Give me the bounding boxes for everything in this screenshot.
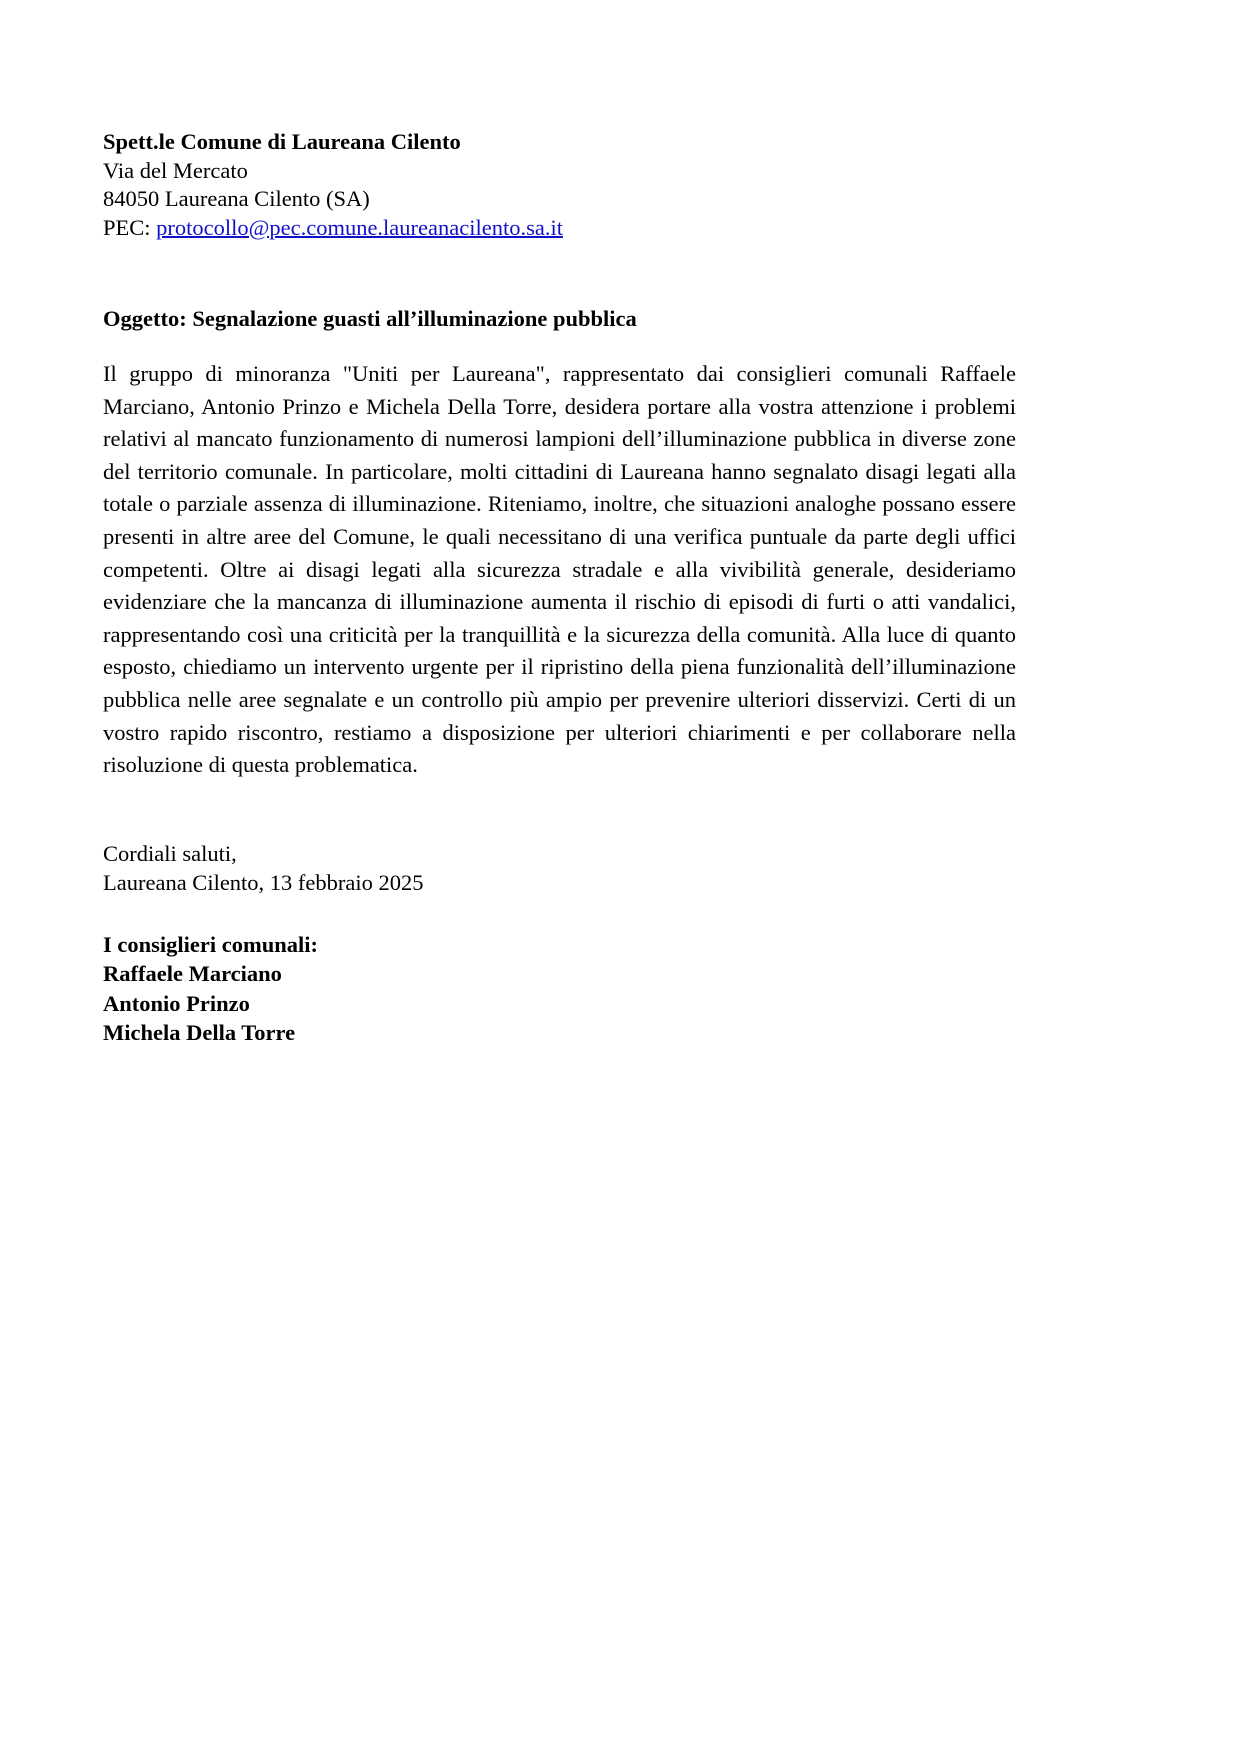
closing-block [103, 839, 1016, 897]
pec-label: PEC: [103, 214, 151, 240]
recipient-pec-line [103, 214, 1016, 243]
signature-name: Michela Della Torre [103, 1020, 296, 1046]
signature-name: Raffaele Marciano [103, 961, 282, 987]
pec-email-link[interactable]: protocollo@pec.comune.laureanacilento.sa.it [156, 214, 563, 240]
signature-name: Antonio Prinzo [103, 990, 250, 1016]
signature-heading: I consiglieri comunali: [103, 931, 318, 957]
subject-line: Oggetto: Segnalazione guasti all’illuminazione pubblica [103, 306, 637, 331]
document-content [103, 128, 1016, 1048]
closing-place-date: Laureana Cilento, 13 febbraio 2025 [103, 869, 424, 895]
recipient-city-line: 84050 Laureana Cilento (SA) [103, 186, 370, 211]
recipient-address-block [103, 128, 1016, 242]
recipient-organization: Spett.le Comune di Laureana Cilento [103, 129, 461, 154]
recipient-street: Via del Mercato [103, 157, 248, 183]
body-paragraph: Il gruppo di minoranza "Uniti per Laureana", rappresentato dai consiglieri comunali Raffaele Marciano, Antonio Prinzo e Michela Della Torre, desidera portare alla vostra attenzione i problemi relativi al mancato funzionamento di numerosi lampioni dell’illuminazione pubblica in diverse zone del territorio comunale. In particolare, molti cittadini di Laureana hanno segnalato disagi legati alla totale o parziale assenza di illuminazione. Riteniamo, inoltre, che situazioni analoghe possano essere presenti in altre aree del Comune, le quali necessitano di una verifica puntuale da parte degli uffici competenti. Oltre ai disagi legati alla sicurezza stradale e alla vivibilità generale, desideriamo evidenziare che la mancanza di illuminazione aumenta il rischio di episodi di furti o atti vandalici, rappresentando così una criticità per la tranquillità e la sicurezza della comunità. Alla luce di quanto esposto, chiediamo un intervento urgente per il ripristino della piena funzionalità dell’illuminazione pubblica nelle aree segnalate e un controllo più ampio per prevenire ulteriori disservizi. Certi di un vostro rapido riscontro, restiamo a disposizione per ulteriori chiarimenti e per collaborare nella risoluzione di questa problematica. [103, 361, 1016, 778]
signature-block [103, 930, 1016, 1048]
closing-greeting: Cordiali saluti, [103, 840, 237, 866]
